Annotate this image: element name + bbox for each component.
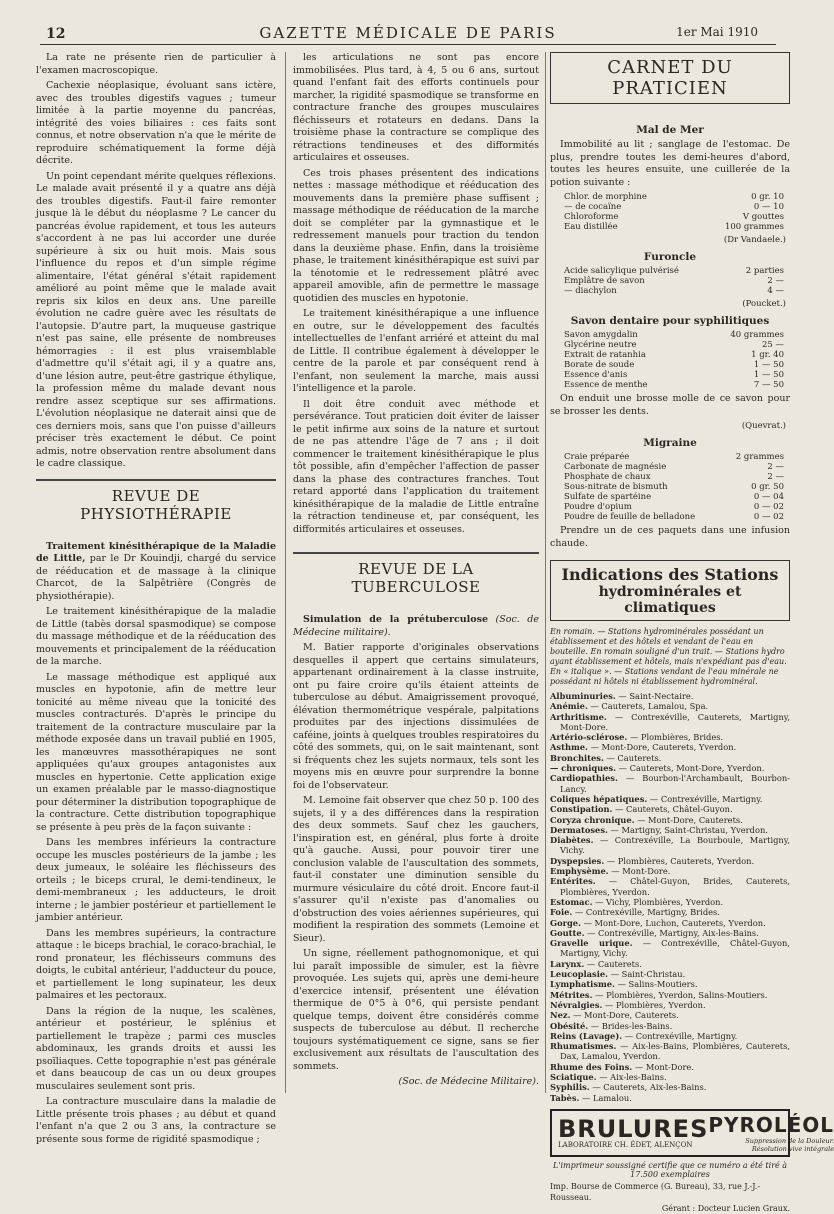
- paragraph: Le traitement kinésithérapique a une influence en outre, sur le développement des facultés intellectuelles de l'enfant arriéré et atteint du mal de Little. Il contribue également à développer le centre de la parole et par conséquent rend à l'enfant, non seulement la marche, mais aussi l'intelligence et la parole.: [293, 308, 539, 394]
- ingredient-name: Craie préparée: [564, 452, 630, 462]
- indication-term: Névralgies.: [550, 999, 603, 1010]
- ingredient-quantity: 7 — 50: [753, 380, 784, 390]
- paragraph: Un point cependant mérite quelques réflexions. Le malade avait présenté il y a quatre ans déjà des troubles digestifs. Faut-il faire remonter jusque là le début du néoplasme ? Le cancer du pancréas évolue rapidement, et tous les auteurs s'accordent à ne pas lui accorder une durée supérieure à six ou huit mois. Mais sous l'influence du repos et d'un simple régime alimentaire, l'état général s'était rapidement amélioré au point même que le malade avait repris six kilos en deux ans. Une pareille évolution ne cadre guère avec les résultats de l'autopsie. D'autre part, la muqueuse gastrique n'est pas saine, elle présente de nombreuses hémorragies : il est plus vraisemblable d'admettre qu'il s'était agi, il y a quatre ans, d'une lésion autre, peut-être gastrique éthylique, la profession même du malade devant nous rendre assez sceptique sur ses affirmations. L'évolution néoplasique ne daterait ainsi que de ces derniers mois, sans que l'on puisse d'ailleurs préciser très exactement le début. Ce point admis, notre observation rentre absolument dans le cadre classique.: [36, 170, 276, 469]
- indication-term: Métrites.: [550, 989, 593, 1000]
- indication-term: Dyspepsies.: [550, 855, 605, 866]
- manager-line: Gérant : Docteur Lucien Graux.: [661, 1203, 790, 1213]
- ingredient-name: Glycérine neutre: [564, 340, 637, 350]
- ingredient-name: Essence d'anis: [564, 370, 628, 380]
- stations-list: [550, 691, 790, 1103]
- paragraph: Dans la région de la nuque, les scalènes, antérieur et postérieur, le splénius et partiellement le trapèze ; parmi ces muscles abdominaux, les grands droits et aussi les psoïliaques. Cette topographie n'est pas générale et dans beaucoup de cas un ou deux groupes musculaires seulement sont pris.: [36, 1005, 276, 1092]
- recipe-row: [550, 472, 790, 482]
- section-heading-tuberculose: REVUE DE LA TUBERCULOSE: [293, 552, 539, 600]
- page-header: [40, 22, 776, 45]
- carnet-title: CARNET DU PRATICIEN: [550, 52, 790, 104]
- indication-places: — Lamalou.: [582, 1092, 632, 1103]
- indication-places: — Contrexéville, Châtel-Guyon, Martigny, Vichy.: [560, 938, 790, 959]
- ad-laboratory: LABORATOIRE CH. ÉDET, ALENÇON: [558, 1140, 693, 1149]
- ingredient-name: Extrait de ratanhia: [564, 350, 646, 360]
- recipe-row: [550, 380, 790, 390]
- recipe-row: [550, 462, 790, 472]
- column-middle: [293, 52, 539, 1095]
- station-indication: [550, 1031, 790, 1041]
- indication-places: — Aix-les-Bains.: [599, 1071, 667, 1082]
- article-simulation-body: [293, 642, 539, 1073]
- recipe-note-savon: On enduit une brosse molle de ce savon pour se brosser les dents.: [550, 393, 790, 417]
- ingredient-quantity: 2 —: [767, 276, 784, 286]
- ingredient-quantity: 4 —: [767, 286, 784, 296]
- ingredient-name: — diachylon: [564, 286, 617, 296]
- ingredient-quantity: 0 — 02: [753, 502, 784, 512]
- indication-term: Obésité.: [550, 1020, 589, 1031]
- recipe-row: [550, 452, 790, 462]
- recipe-signature-furoncle: (Poucket.): [742, 299, 786, 309]
- station-indication: [550, 1041, 790, 1062]
- station-indication: [550, 794, 790, 804]
- station-indication: [550, 825, 790, 835]
- indication-term: Foie.: [550, 907, 573, 918]
- station-indication: [550, 856, 790, 866]
- ingredient-name: Sulfate de spartéine: [564, 492, 652, 502]
- station-indication: [550, 907, 790, 917]
- ad-brand-brulures: BRULURES: [558, 1114, 709, 1143]
- station-indication: [550, 835, 790, 856]
- ingredient-name: — de cocaïne: [564, 202, 622, 212]
- paragraph: Cachexie néoplasique, évoluant sans ictère, avec des troubles digestifs vagues ; tumeur limitée à la partie moyenne du pancréas, intégrité des voies biliaires : ces faits sont connus, et notre observation n'a que le mérite de reproduire schématiquement la forme déjà décrite.: [36, 80, 276, 166]
- indication-term: Larynx.: [550, 958, 585, 969]
- indication-term: Syphilis.: [550, 1082, 590, 1093]
- recipe-signature-savon: (Quevrat.): [741, 421, 786, 431]
- station-indication: [550, 979, 790, 989]
- indication-places: — Bourbon-l'Archambault, Bourbon-Lancy.: [560, 773, 790, 794]
- indication-term: Coliques hépatiques.: [550, 793, 648, 804]
- recipe-row: [550, 350, 790, 360]
- station-indication: [550, 866, 790, 876]
- paragraph: La rate ne présente rien de particulier à l'examen macroscopique.: [36, 52, 276, 76]
- recipe-row: [550, 192, 790, 202]
- recipe-row: [550, 492, 790, 502]
- stations-legend: En romain. — Stations hydrominérales possédant un établissement et des hôtels et vendant de l'eau en bouteille. En romain souligné d'un trait. — Stations hydro ayant établissement et hôtels, mais n'expédiant pas d'eau. En « italique ». — Stations vendant de l'eau minérale ne possédant ni hôtels ni établissement hydrominéral.: [550, 627, 787, 686]
- ad-right: [708, 1113, 834, 1153]
- indication-term: Artério-sclérose.: [550, 732, 628, 743]
- station-indication: [550, 815, 790, 825]
- recipe-heading-savon: Savon dentaire pour syphilitiques: [570, 315, 770, 327]
- ingredient-name: Carbonate de magnésie: [564, 462, 667, 472]
- indication-term: — chroniques.: [550, 763, 617, 774]
- station-indication: [550, 990, 790, 1000]
- section-heading-physiotherapie: REVUE DE PHYSIOTHÉRAPIE: [36, 479, 276, 527]
- indication-places: — Mont-Dore.: [634, 1061, 694, 1072]
- recipe-row: [550, 370, 790, 380]
- recipe-row: [550, 512, 790, 522]
- article-source-simulation: (Soc. de Médecine militaire).: [293, 614, 540, 638]
- paragraph: Le traitement kinésithérapique de la maladie de Little (tabès dorsal spasmodique) se compose du massage méthodique et de la rééducation des mouvements et principalement de la rééducation de la marche.: [36, 606, 276, 667]
- recipe-heading-furoncle: Furoncle: [643, 251, 697, 263]
- recipe-row: [550, 360, 790, 370]
- ingredient-quantity: 100 grammes: [724, 222, 784, 232]
- ingredient-quantity: 40 grammes: [730, 330, 784, 340]
- indication-term: Leucoplasie.: [550, 969, 609, 980]
- indication-places: — Châtel-Guyon, Brides, Cauterets, Plombières, Yverdon.: [560, 876, 790, 897]
- ingredient-name: Eau distillée: [564, 222, 618, 232]
- indication-places: — Contrexéville, Cauterets, Martigny, Mont-Dore.: [560, 711, 791, 732]
- indication-term: Diabètes.: [550, 835, 594, 846]
- station-indication: [550, 897, 790, 907]
- indication-term: Lymphatisme.: [550, 979, 615, 990]
- indication-term: Goutte.: [550, 927, 585, 938]
- article-little-body: [36, 606, 276, 1146]
- column-rule-right: [545, 52, 546, 1093]
- ingredient-name: Borate de soude: [564, 360, 635, 370]
- indication-term: Entérites.: [550, 876, 596, 887]
- ingredient-name: Phosphate de chaux: [564, 472, 651, 482]
- station-indication: [550, 1021, 790, 1031]
- recipe-table-migraine: [550, 452, 790, 522]
- paragraph: M. Lemoine fait observer que chez 50 p. 100 des sujets, il y a des différences dans la respiration des deux sommets. Sauf chez les gauchers, l'inspiration est, en général, plus forte à droite qu'à gauche. Aussi, pour pouvoir tirer une conclusion valable de l'auscultation des sommets, faut-il constater une diminution sensible du murmure vésiculaire du côté droit. Encore faut-il s'assurer qu'il n'existe pas d'anomalies ou d'obstruction des voies aériennes supérieures, qui modifient la respiration des sommets (Lemoine et Sieur).: [293, 795, 539, 944]
- recipe-row: [550, 212, 790, 222]
- ingredient-name: Chlor. de morphine: [564, 192, 647, 202]
- ingredient-quantity: 2 grammes: [735, 452, 784, 462]
- indication-places: — Contrexéville, Martigny, Brides.: [574, 907, 720, 918]
- indication-places: — Contrexéville, Martigny, Aix-les-Bains.: [587, 927, 759, 938]
- paragraph: Il doit être conduit avec méthode et persévérance. Tout praticien doit éviter de laisser le petit infirme aux soins de la nature et surtout de ne pas attendre l'âge de 7 ans ; il doit commencer le traitement kinésithérapique le plus tôt possible, afin d'empêcher l'affection de passer dans la phase des contractures franches. Tout retard apporté dans l'application du traitement kinésithérapique de la maladie de Little entraîne la rétraction tendineuse et, par conséquent, les difformités articulaires et osseuses.: [293, 398, 539, 535]
- recipe-note-migraine: Prendre un de ces paquets dans une infusion chaude.: [550, 525, 790, 549]
- ingredient-quantity: 1 — 50: [753, 360, 784, 370]
- indication-places: — Mont-Dore, Cauterets.: [637, 814, 743, 825]
- station-indication: [550, 804, 790, 814]
- ingredient-name: Chloroforme: [564, 212, 619, 222]
- indication-places: — Plombières, Brides.: [629, 732, 724, 743]
- column-right: [550, 52, 834, 1213]
- printer-line: Imp. Bourse de Commerce (G. Bureau), 33, rue J.-J.-Rousseau.: [550, 1181, 761, 1202]
- ingredient-quantity: 0 — 04: [753, 492, 784, 502]
- recipe-heading-mal-de-mer: Mal de Mer: [636, 124, 704, 136]
- advertisement: [550, 1109, 834, 1157]
- print-certification: L'imprimeur soussigné certifie que ce numéro a été tiré à 17.500 exemplaires: [552, 1160, 788, 1179]
- indication-places: — Contrexéville, Martigny.: [624, 1030, 738, 1041]
- article-title-little: Traitement kinésithérapique de la Maladie de Little,: [36, 540, 276, 564]
- indication-places: — Cauterets, Châtel-Guyon.: [615, 804, 733, 815]
- paragraph: les articulations ne sont pas encore immobilisées. Plus tard, à 4, 5 ou 6 ans, surtout quand l'enfant fait des efforts continuels pour marcher, la rigidité spasmodique se transforme en contracture franche des groupes musculaires fléchisseurs et rotateurs en dedans. Dans la troisième phase la contracture se complique des rétractions tendineuses et des difformités articulaires et osseuses.: [293, 52, 539, 163]
- station-indication: [550, 691, 790, 701]
- indication-places: — Plombières, Yverdon, Salins-Moutiers.: [595, 989, 768, 1000]
- indication-places: — Salins-Moutiers.: [617, 979, 698, 990]
- paragraph: Dans les membres supérieurs, la contracture attaque : le biceps brachial, le coraco-brachial, le rond pronateur, les fléchisseurs communs des doigts, le cubital antérieur, l'adducteur du pouce, et partiellement le long supinateur, les deux palmaires et les pectoraux.: [36, 927, 276, 1001]
- indication-places: — Cauterets, Lamalou, Spa.: [590, 701, 709, 712]
- ingredient-quantity: 0 — 02: [753, 512, 784, 522]
- ingredient-quantity: 25 —: [761, 340, 784, 350]
- ad-tagline: Suppression de la Douleur. Résolution vive intégrale: [745, 1136, 834, 1153]
- station-indication: [550, 742, 790, 752]
- indication-places: — Plombières, Yverdon.: [605, 999, 706, 1010]
- recipe-row: [550, 482, 790, 492]
- recipe-table-furoncle: [550, 266, 790, 296]
- indication-term: Sciatique.: [550, 1071, 597, 1082]
- paragraph: Le massage méthodique est appliqué aux muscles en hypotonie, afin de mettre leur tonicité au même niveau que la tonicité des muscles contracturés. D'après le principe du traitement de la contracture musculaire par la méthode exposée dans un travail publié en 1905, les manœuvres massothérapiques ne sont appliquées qu'aux groupes antagonistes aux muscles en hypertonie. Cette application exige un examen préalable par le masso-diagnostique pour déterminer la distribution topographique de la contracture. Cette distribution topographique se présente à peu près de la façon suivante :: [36, 671, 276, 833]
- station-indication: [550, 959, 790, 969]
- ad-brand-pyroleol: PYROLÉOL: [708, 1112, 834, 1137]
- recipe-row: [550, 330, 790, 340]
- station-indication: [550, 876, 790, 897]
- station-indication: [550, 1093, 790, 1103]
- ingredient-name: Poudre d'opium: [564, 502, 632, 512]
- indication-places: — Contrexéville, Martigny.: [649, 793, 763, 804]
- indication-term: Emphysème.: [550, 866, 609, 877]
- article-heading-simulation: [293, 614, 539, 639]
- indication-term: Bronchites.: [550, 752, 604, 763]
- ingredient-quantity: 0 gr. 10: [751, 192, 784, 202]
- ingredient-name: Emplâtre de savon: [564, 276, 645, 286]
- ingredient-name: Poudre de feuille de belladone: [564, 512, 696, 522]
- station-indication: [550, 938, 790, 959]
- station-indication: [550, 1000, 790, 1010]
- indication-term: Estomac.: [550, 896, 593, 907]
- indication-places: — Vichy, Plombières, Yverdon.: [595, 896, 724, 907]
- indication-term: Rhume des Foins.: [550, 1061, 633, 1072]
- recipe-row: [550, 286, 790, 296]
- station-indication: [550, 732, 790, 742]
- ingredient-quantity: 0 gr. 50: [751, 482, 784, 492]
- journal-title: GAZETTE MÉDICALE DE PARIS: [259, 24, 557, 42]
- indication-places: — Martigny, Saint-Christau, Yverdon.: [610, 824, 768, 835]
- indication-term: Constipation.: [550, 804, 613, 815]
- indication-term: Arthritisme.: [550, 711, 607, 722]
- page-number: 12: [46, 26, 66, 42]
- indication-term: Gravelle urique.: [550, 938, 633, 949]
- ingredient-quantity: 1 gr. 40: [751, 350, 784, 360]
- indication-places: — Mont-Dore, Cauterets, Yverdon.: [590, 742, 737, 753]
- stations-title-line2: hydrominérales et climatiques: [598, 584, 742, 616]
- station-indication: [550, 773, 790, 794]
- recipe-row: [550, 266, 790, 276]
- indication-places: — Mont-Dore, Cauterets.: [573, 1010, 679, 1021]
- station-indication: [550, 1062, 790, 1072]
- paragraph: Dans les membres inférieurs la contracture occupe les muscles postérieurs de la jambe ; les deux jumeaux, le soléaire les fléchisseurs des orteils ; le biceps crural, le demi-tendineux, le demi-membraneux ; les adducteurs, le droit interne ; le jambier postérieur et partiellement le jambier antérieur.: [36, 837, 276, 923]
- indication-term: Anémie.: [550, 701, 588, 712]
- ingredient-quantity: 2 —: [767, 472, 784, 482]
- paragraph: Un signe, réellement pathognomonique, et qui lui paraît impossible de simuler, est la fièvre provoquée. Les sujets qui, après une demi-heure d'exercice intensif, présentent une élévation thermique de 0°5 à 0°6, qui persiste pendant quelque temps, doivent être considérés comme suspects de tuberculose au début. Il recherche toujours systématiquement ce signe, sans se fier exclusivement aux résultats de l'auscultation des sommets.: [293, 948, 539, 1072]
- indication-term: Albuminuries.: [550, 691, 616, 701]
- station-indication: [550, 928, 790, 938]
- indication-places: — Plombières, Cauterets, Yverdon.: [606, 855, 755, 866]
- indication-term: Cardiopathies.: [550, 773, 618, 784]
- station-indication: [550, 712, 790, 733]
- ingredient-name: Sous-nitrate de bismuth: [564, 482, 668, 492]
- indication-places: — Contrexéville, La Bourboule, Martigny, Vichy.: [560, 835, 790, 856]
- indication-places: — Aix-les-Bains, Plombières, Cauterets, Dax, Lamalou, Yverdon.: [560, 1041, 790, 1062]
- indication-places: — Mont-Dore, Luchon, Cauterets, Yverdon.: [583, 917, 766, 928]
- indication-places: — Saint-Christau.: [610, 969, 686, 980]
- recipe-row: [550, 276, 790, 286]
- ad-left: [558, 1114, 709, 1149]
- recipe-row: [550, 502, 790, 512]
- station-indication: [550, 701, 790, 711]
- station-indication: [550, 1072, 790, 1082]
- recipe-table-mal-de-mer: [550, 192, 790, 232]
- stations-title-box: [550, 560, 790, 621]
- recipe-row: [550, 340, 790, 350]
- ingredient-name: Essence de menthe: [564, 380, 648, 390]
- article-pancreas-continuation: [36, 52, 276, 471]
- indication-places: — Saint-Nectaire.: [618, 691, 694, 701]
- ingredient-quantity: 2 —: [767, 462, 784, 472]
- indication-term: Reins (Lavage).: [550, 1030, 623, 1041]
- indication-term: Gorge.: [550, 917, 581, 928]
- article-heading-little: [36, 541, 276, 604]
- indication-places: — Cauterets, Aix-les-Bains.: [592, 1082, 707, 1093]
- indication-term: Tabès.: [550, 1092, 580, 1103]
- indication-places: — Brides-les-Bains.: [590, 1020, 673, 1031]
- recipe-row: [550, 202, 790, 212]
- article-title-simulation: Simulation de la prétuberculose: [303, 614, 488, 625]
- ingredient-name: Savon amygdalin: [564, 330, 638, 340]
- column-rule-left: [285, 52, 286, 1093]
- paragraph: M. Batier rapporte d'originales observations desquelles il appert que certains simulateurs, appartenant ordinairement à la classe instruite, ont pu faire croire qu'ils étaient atteints de tuberculose au début. Amaigrissement provoqué, élévation thermométrique vespérale, palpitations produites par des injections dissimulées de caféine, joints à quelques troubles respiratoires du côté des sommets, qui, on le sait maintenant, sont si fréquents chez les sujets normaux, tels sont les moyens mis en œuvre pour surprendre la bonne foi de l'observateur.: [293, 642, 539, 791]
- ingredient-quantity: 0 — 10: [753, 202, 784, 212]
- indication-places: — Mont-Dore.: [611, 866, 671, 877]
- station-indication: [550, 969, 790, 979]
- ingredient-quantity: 2 parties: [745, 266, 784, 276]
- station-indication: [550, 763, 790, 773]
- station-indication: [550, 753, 790, 763]
- article-little-continuation: [293, 52, 539, 536]
- indication-term: Dermatoses.: [550, 824, 608, 835]
- paragraph: La contracture musculaire dans la maladie de Little présente trois phases ; au début et quand l'enfant n'a que 2 ou 3 ans, la contracture se présente sous forme de rigidité spasmodique ;: [36, 1096, 276, 1145]
- recipe-heading-migraine: Migraine: [643, 437, 697, 449]
- article-byline-little: par le Dr Kouindji, chargé du service de rééducation et de massage à la clinique Charcot, de la Salpêtrière (Congrès de physiothérapie).: [36, 553, 276, 602]
- article-source-line: (Soc. de Médecine Militaire).: [398, 1076, 539, 1087]
- paragraph: Ces trois phases présentent des indications nettes : massage méthodique et rééducation des mouvements dans la première phase suffisent ; massage méthodique de rééducation de la marche doit se compléter par la gymnastique et le redressement manuels pour traction du tendon dans la deuxième phase. Enfin, dans la troisième phase, le traitement kinésithérapique est suivi par la ténotomie et le redressement plâtré avec appareil amovible, afin de permettre le massage quotidien des muscles en hypotonie.: [293, 167, 539, 304]
- station-indication: [550, 918, 790, 928]
- indication-places: — Cauterets.: [606, 752, 662, 763]
- issue-date: 1er Mai 1910: [676, 25, 758, 39]
- stations-title-line1: Indications des Stations: [561, 565, 779, 584]
- ingredient-quantity: 1 — 50: [753, 370, 784, 380]
- recipe-row: [550, 222, 790, 232]
- ingredient-quantity: V gouttes: [742, 212, 784, 222]
- ingredient-name: Acide salicylique pulvérisé: [564, 266, 679, 276]
- station-indication: [550, 1082, 790, 1092]
- recipe-signature-mal-de-mer: (Dr Vandaele.): [723, 235, 786, 245]
- indication-places: — Cauterets.: [586, 958, 642, 969]
- indication-places: — Cauterets, Mont-Dore, Yverdon.: [618, 763, 765, 774]
- column-left: [36, 52, 276, 1145]
- indication-term: Asthme.: [550, 742, 588, 753]
- indication-term: Rhumatismes.: [550, 1041, 617, 1052]
- indication-term: Coryza chronique.: [550, 814, 635, 825]
- recipe-table-savon: [550, 330, 790, 390]
- indication-term: Nez.: [550, 1010, 571, 1021]
- station-indication: [550, 1010, 790, 1020]
- recipe-intro-mal-de-mer: Immobilité au lit ; sanglage de l'estomac. De plus, prendre toutes les demi-heures d'abord, toutes les heures ensuite, une cuillerée de la potion suivante :: [550, 139, 790, 188]
